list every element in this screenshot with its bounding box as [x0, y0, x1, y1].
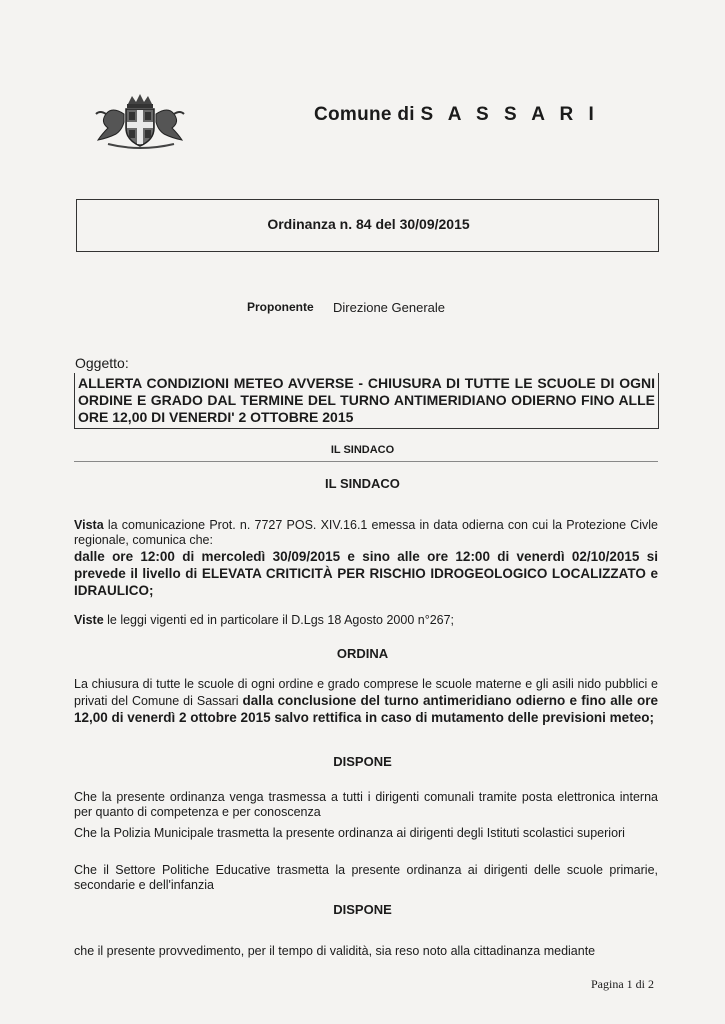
sindaco-subheading: IL SINDACO	[330, 444, 395, 456]
dispone-heading-2: DISPONE	[333, 902, 392, 917]
proponent-label: Proponente	[247, 300, 314, 314]
municipality-name: S A S S A R I	[420, 104, 599, 125]
vista-text: la comunicazione Prot. n. 7727 POS. XIV.16.1 emessa in data odierna con cui la Protezione Civle regionale, comunica che:	[74, 518, 658, 547]
page-number: Pagina 1 di 2	[591, 977, 654, 991]
vista-paragraph	[74, 518, 658, 599]
subject-box	[74, 373, 659, 429]
ordina-bold-text: dalla conclusione del turno antimeridiano odierno e fino alle ore 12,00 di venerdì 2 ottobre 2015 salvo rettifica in caso di mutamento delle previsioni meteo;	[74, 693, 658, 725]
municipality-prefix: Comune di	[314, 104, 421, 125]
municipality-title	[314, 104, 599, 126]
sindaco-heading: IL SINDACO	[325, 476, 400, 491]
vista-bold-text: dalle ore 12:00 di mercoledì 30/09/2015 e sino alle ore 12:00 di venerdì 02/10/2015 si prevede il livello di ELEVATA CRITICITÀ PER RISCHIO IDROGEOLOGICO LOCALIZZATO e IDRAULICO;	[74, 549, 658, 598]
ordinance-box	[76, 199, 659, 252]
proponent-value: Direzione Generale	[333, 300, 446, 315]
dispone-item: Che la presente ordinanza venga trasmessa a tutti i dirigenti comunali tramite posta elettronica interna per quanto di competenza e per conoscenza	[74, 790, 658, 819]
subject-text: ALLERTA CONDIZIONI METEO AVVERSE - CHIUSURA DI TUTTE LE SCUOLE DI OGNI ORDINE E GRADO DAL TERMINE DEL TURNO ANTIMERIDIANO ODIERNO FINO ALLE ORE 12,00 DI VENERDI' 2 OTTOBRE 2015	[78, 375, 655, 425]
dispone-item: Che il Settore Politiche Educative trasmetta la presente ordinanza ai dirigenti delle scuole primarie, secondarie e dell'infanzia	[74, 863, 658, 892]
viste-lead: Viste	[74, 613, 104, 627]
ordinance-title: Ordinanza n. 84 del 30/09/2015	[267, 216, 470, 232]
vista-lead: Vista	[74, 518, 104, 532]
viste-text: le leggi vigenti ed in particolare il D.Lgs 18 Agosto 2000 n°267;	[103, 613, 455, 627]
ordina-text: La chiusura di tutte le scuole di ogni ordine e grado comprese le scuole materne e gli asili nido pubblici e privati del Comune di Sassari	[74, 677, 658, 708]
ordina-heading: ORDINA	[336, 646, 389, 661]
divider	[74, 461, 658, 462]
viste-paragraph	[74, 613, 658, 628]
ordina-paragraph	[74, 677, 658, 726]
subject-label: Oggetto:	[75, 355, 129, 371]
dispone-heading-1: DISPONE	[333, 754, 392, 769]
dispone-item: Che la Polizia Municipale trasmetta la presente ordinanza ai dirigenti degli Istituti scolastici superiori	[74, 826, 625, 840]
coat-of-arms-emblem	[88, 92, 192, 150]
dispone-text: che il presente provvedimento, per il tempo di validità, sia reso noto alla cittadinanza mediante	[74, 944, 596, 958]
